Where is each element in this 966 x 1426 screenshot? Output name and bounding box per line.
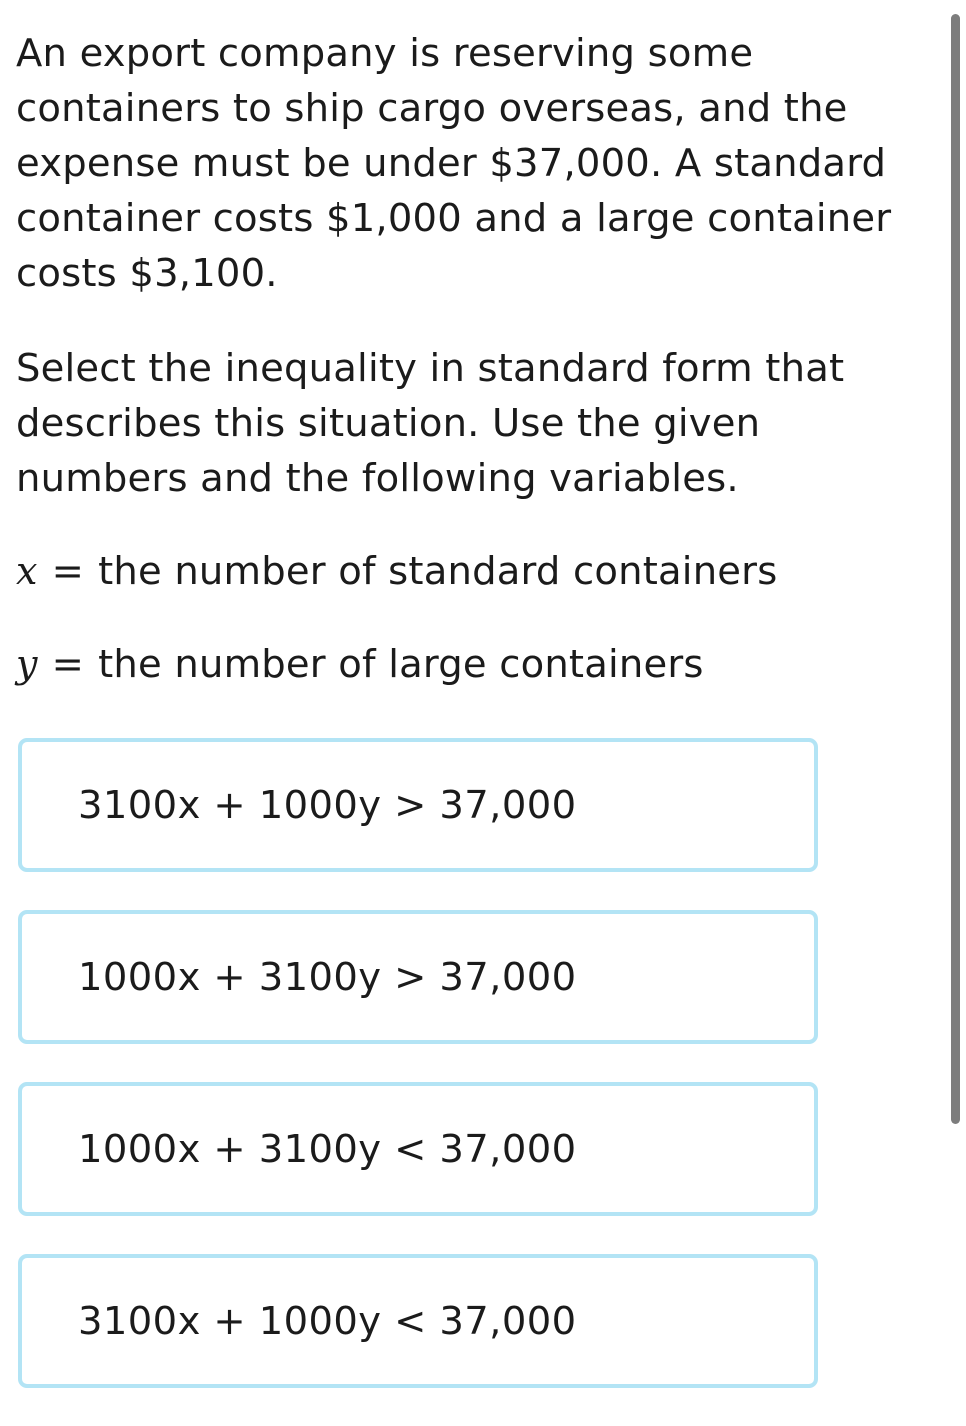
variable-x-equals: = xyxy=(51,549,85,594)
question-instruction: Select the inequality in standard form that describes this situation. Use the given numbers and the following variables. xyxy=(16,346,845,501)
question-prompt: An export company is reserving some containers to ship cargo overseas, and the expense must be under $37,000. A standard container costs $1,000 and a large container costs $3,100. xyxy=(16,31,892,296)
variable-y-text: the number of large containers xyxy=(98,642,704,687)
question-content xyxy=(16,26,928,692)
answer-choice-1[interactable] xyxy=(18,738,818,872)
answer-choice-3[interactable] xyxy=(18,1082,818,1216)
variable-y-definition xyxy=(16,637,928,692)
variable-x-definition xyxy=(16,544,928,599)
variable-x-symbol: x xyxy=(16,549,38,593)
variable-x-text: the number of standard containers xyxy=(98,549,778,594)
vertical-scrollbar[interactable] xyxy=(948,0,966,1387)
variable-y-equals: = xyxy=(51,642,85,687)
answer-choice-2[interactable] xyxy=(18,910,818,1044)
answer-choice-1-label: 3100x + 1000y > 37,000 xyxy=(78,782,577,828)
answer-choice-3-label: 1000x + 3100y < 37,000 xyxy=(78,1126,577,1172)
answer-choice-4-label: 3100x + 1000y < 37,000 xyxy=(78,1298,577,1344)
scrollbar-thumb[interactable] xyxy=(951,14,960,1124)
answer-choice-4[interactable] xyxy=(18,1254,818,1388)
answer-choice-2-label: 1000x + 3100y > 37,000 xyxy=(78,954,577,1000)
answer-choices xyxy=(18,738,818,1426)
variable-y-symbol: y xyxy=(16,642,38,686)
